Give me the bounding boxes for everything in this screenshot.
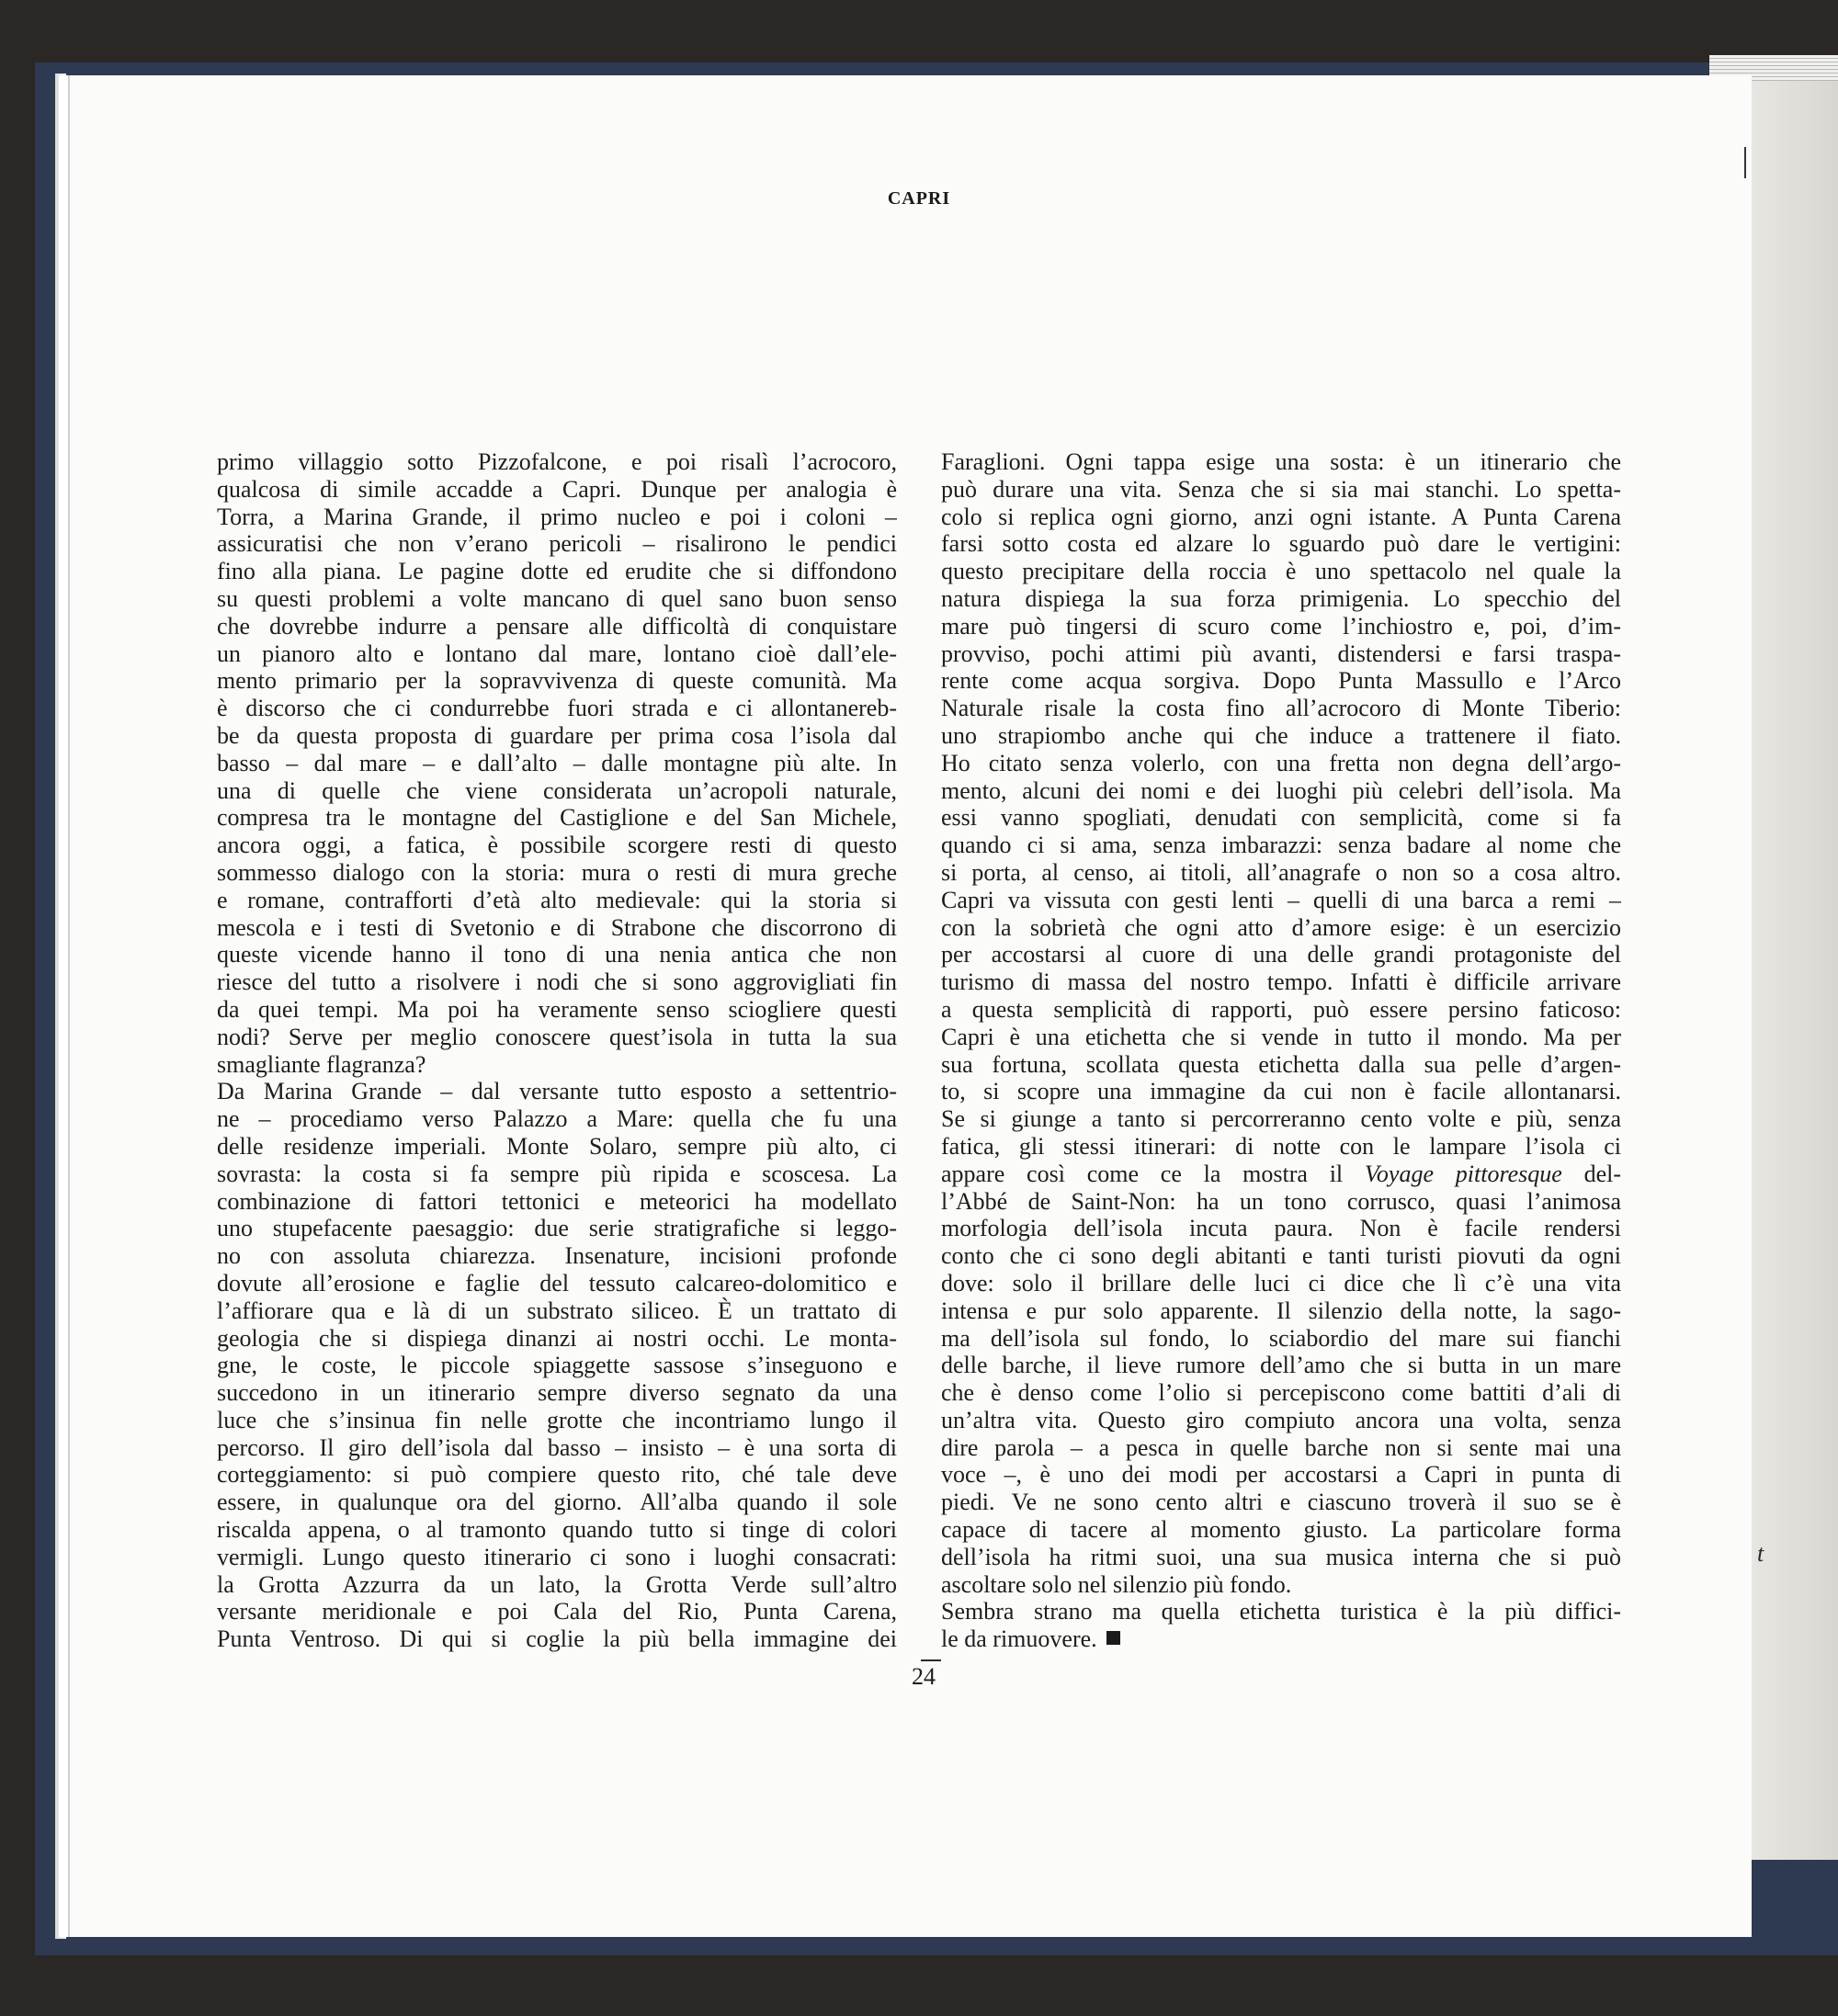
text-line: natura dispiega la sua forza primigenia. Lo specchio del [941,584,1621,612]
text-line: intensa e pur solo apparente. Il silenzio della notte, la sago- [941,1297,1621,1324]
text-line: dell’isola ha ritmi suoi, una sua musica interna che si può [941,1543,1621,1570]
text-line: farsi sotto costa ed alzare lo sguardo può dare le vertigini: [941,530,1621,558]
text-line: con la sobrietà che ogni atto d’amore esige: è un esercizio [941,913,1621,941]
text-line: per accostarsi al cuore di una delle grandi protagoniste del [941,941,1621,968]
text-line: primo villaggio sotto Pizzofalcone, e poi risalì l’acrocoro, [217,448,897,475]
text-line: assicuratisi che non v’erano pericoli – risalirono le pendici [217,530,897,558]
text-line: versante meridionale e poi Cala del Rio, Punta Carena, [217,1598,897,1625]
right-text-column [941,448,1621,1653]
text-line: sommesso dialogo con la storia: mura o resti di mura greche [217,858,897,886]
text-line: Se si giunge a tanto si percorreranno cento volte e più, senza [941,1105,1621,1133]
text-line: che dovrebbe indurre a pensare alle difficoltà di conquistare [217,612,897,640]
text-line: da quei tempi. Ma poi ha veramente senso sciogliere questi [217,995,897,1023]
text-line: a questa semplicità di rapporti, può essere persino faticoso: [941,995,1621,1023]
text-line: ma dell’isola sul fondo, lo sciabordio del mare sui fianchi [941,1324,1621,1352]
text-line: gne, le coste, le piccole spiaggette sassose s’inseguono e [217,1352,897,1379]
text-line: combinazione di fattori tettonici e meteorici ha modellato [217,1187,897,1215]
text-line: vermigli. Lungo questo itinerario ci sono i luoghi consacrati: [217,1543,897,1570]
text-line: dove: solo il brillare delle luci ci dice che lì c’è una vita [941,1269,1621,1297]
text-line: ancora oggi, a fatica, è possibile scorgere resti di questo [217,832,897,859]
text-line: la Grotta Azzurra da un lato, la Grotta Verde sull’altro [217,1570,897,1598]
text-line: piedi. Ve ne sono cento altri e ciascuno troverà il suo se è [941,1489,1621,1516]
text-line: mento, alcuni dei nomi e dei luoghi più celebri dell’isola. Ma [941,776,1621,804]
text-line: queste vicende hanno il tono di una nenia antica che non [217,941,897,968]
text-line: voce –, è uno dei modi per accostarsi a Capri in punta di [941,1461,1621,1489]
text-line: mento primario per la sopravvivenza di queste comunità. Ma [217,667,897,695]
text-line: che è denso come l’olio si percepiscono come battiti d’ali di [941,1379,1621,1407]
text-line: questo precipitare della roccia è uno spettacolo nel quale la [941,558,1621,585]
text-line: no con assoluta chiarezza. Insenature, incisioni profonde [217,1242,897,1270]
text-line: è discorso che ci condurrebbe fuori strada e ci allontanereb- [217,695,897,722]
text-line: Capri va vissuta con gesti lenti – quelli di una barca a remi – [941,886,1621,913]
text-line: rente come acqua sorgiva. Dopo Punta Massullo e l’Arco [941,667,1621,695]
text-line: capace di tacere al momento giusto. La particolare forma [941,1516,1621,1544]
end-of-article-mark [1106,1631,1120,1645]
text-line: essi vanno spogliati, denudati con semplicità, come si fa [941,804,1621,832]
text-line: riesce del tutto a risolvere i nodi che si sono aggrovigliati fin [217,968,897,996]
text-line: l’Abbé de Saint-Non: ha un tono corrusco, quasi l’animosa [941,1187,1621,1215]
text-line: Ho citato senza volerlo, con una fretta non degna dell’argo- [941,749,1621,776]
margin-annotation: t [1757,1540,1764,1567]
text-line: compresa tra le montagne del Castiglione e del San Michele, [217,804,897,832]
left-text-column [217,448,897,1653]
text-line: sua fortuna, scollata questa etichetta dalla sua pelle d’argen- [941,1050,1621,1078]
text-line: corteggiamento: si può compiere questo rito, ché tale deve [217,1461,897,1489]
text-line: dovute all’erosione e faglie del tessuto calcareo-dolomitico e [217,1269,897,1297]
text-line: delle barche, il lieve rumore dell’amo che si butta in un mare [941,1352,1621,1379]
text-line: mescola e i testi di Svetonio e di Strabone che discorrono di [217,913,897,941]
text-line: dire parola – a pesca in quelle barche non si sente mai una [941,1433,1621,1461]
text-line: Da Marina Grande – dal versante tutto esposto a settentrio- [217,1078,897,1105]
text-line: uno stupefacente paesaggio: due serie stratigrafiche si leggo- [217,1215,897,1242]
text-line: fatica, gli stessi itinerari: di notte con le lampare l’isola ci [941,1132,1621,1160]
text-line: appare così come ce la mostra il Voyage pittoresque del- [941,1160,1621,1187]
text-line: mare può tingersi di scuro come l’inchiostro e, poi, d’im- [941,612,1621,640]
text-line: be da questa proposta di guardare per prima cosa l’isola dal [217,721,897,749]
text-line: una di quelle che viene considerata un’acropoli naturale, [217,776,897,804]
text-line: e romane, contrafforti d’età alto medievale: qui la storia si [217,886,897,913]
text-line: Faraglioni. Ogni tappa esige una sosta: è un itinerario che [941,448,1621,475]
text-line: le da rimuovere. [941,1625,1621,1653]
text-line: provviso, pochi attimi più avanti, distendersi e farsi traspa- [941,640,1621,667]
text-line: geologia che si dispiega dinanzi ai nostri occhi. Le monta- [217,1324,897,1352]
text-line: Punta Ventroso. Di qui si coglie la più bella immagine dei [217,1625,897,1653]
text-line: ne – procediamo verso Palazzo a Mare: quella che fu una [217,1105,897,1133]
facing-page-edge [1746,59,1838,1860]
text-line: su questi problemi a volte mancano di quel sano buon senso [217,584,897,612]
text-line: succedono in un itinerario sempre diverso segnato da una [217,1379,897,1407]
text-line: l’affiorare qua e là di un substrato siliceo. È un trattato di [217,1297,897,1324]
page-edge-tick [1744,147,1746,178]
text-line: basso – dal mare – e dall’alto – dalle montagne più alte. In [217,749,897,776]
text-line: smagliante flagranza? [217,1050,426,1078]
text-line: essere, in qualunque ora del giorno. All’alba quando il sole [217,1489,897,1516]
page-number: 24 [912,1663,936,1690]
text-line: sovrasta: la costa si fa sempre più ripida e scoscesa. La [217,1160,897,1187]
text-line: un’altra vita. Questo giro compiuto ancora una volta, senza [941,1406,1621,1433]
text-line: to, si scopre una immagine da cui non è facile allontanarsi. [941,1078,1621,1105]
text-line: nodi? Serve per meglio conoscere quest’isola in tutta la sua [217,1023,897,1050]
text-line: può durare una vita. Senza che si sia mai stanchi. Lo spetta- [941,475,1621,503]
italic-title: Voyage pittoresque [1364,1160,1562,1187]
text-line: colo si replica ogni giorno, anzi ogni istante. A Punta Carena [941,503,1621,530]
text-line: uno strapiombo anche qui che induce a trattenere il fiato. [941,721,1621,749]
text-line: riscalda appena, o al tramonto quando tutto si tinge di colori [217,1516,897,1544]
text-line: turismo di massa del nostro tempo. Infatti è difficile arrivare [941,968,1621,996]
page-number-rule [921,1659,941,1661]
text-line: Sembra strano ma quella etichetta turistica è la più diffici- [941,1598,1621,1625]
text-line: fino alla piana. Le pagine dotte ed erudite che si diffondono [217,558,897,585]
text-line: ascoltare solo nel silenzio più fondo. [941,1570,1292,1598]
text-line: Capri è una etichetta che si vende in tutto il mondo. Ma per [941,1023,1621,1050]
text-line: Naturale risale la costa fino all’acrocoro di Monte Tiberio: [941,695,1621,722]
text-line: conto che ci sono degli abitanti e tanti turisti piovuti da ogni [941,1242,1621,1270]
text-line: luce che s’insinua fin nelle grotte che incontriamo lungo il [217,1406,897,1433]
text-line: percorso. Il giro dell’isola dal basso – insisto – è una sorta di [217,1433,897,1461]
text-line: delle residenze imperiali. Monte Solaro, sempre più alto, ci [217,1132,897,1160]
text-line: quando ci si ama, senza imbarazzi: senza badare al nome che [941,832,1621,859]
text-line: Torra, a Marina Grande, il primo nucleo e poi i coloni – [217,503,897,530]
text-line: morfologia dell’isola incuta paura. Non è facile rendersi [941,1215,1621,1242]
text-line: qualcosa di simile accadde a Capri. Dunque per analogia è [217,475,897,503]
text-line: un pianoro alto e lontano dal mare, lontano cioè dall’ele- [217,640,897,667]
running-head: CAPRI [887,188,951,209]
text-line: si porta, al censo, ai titoli, all’anagrafe o non so a cosa altro. [941,858,1621,886]
